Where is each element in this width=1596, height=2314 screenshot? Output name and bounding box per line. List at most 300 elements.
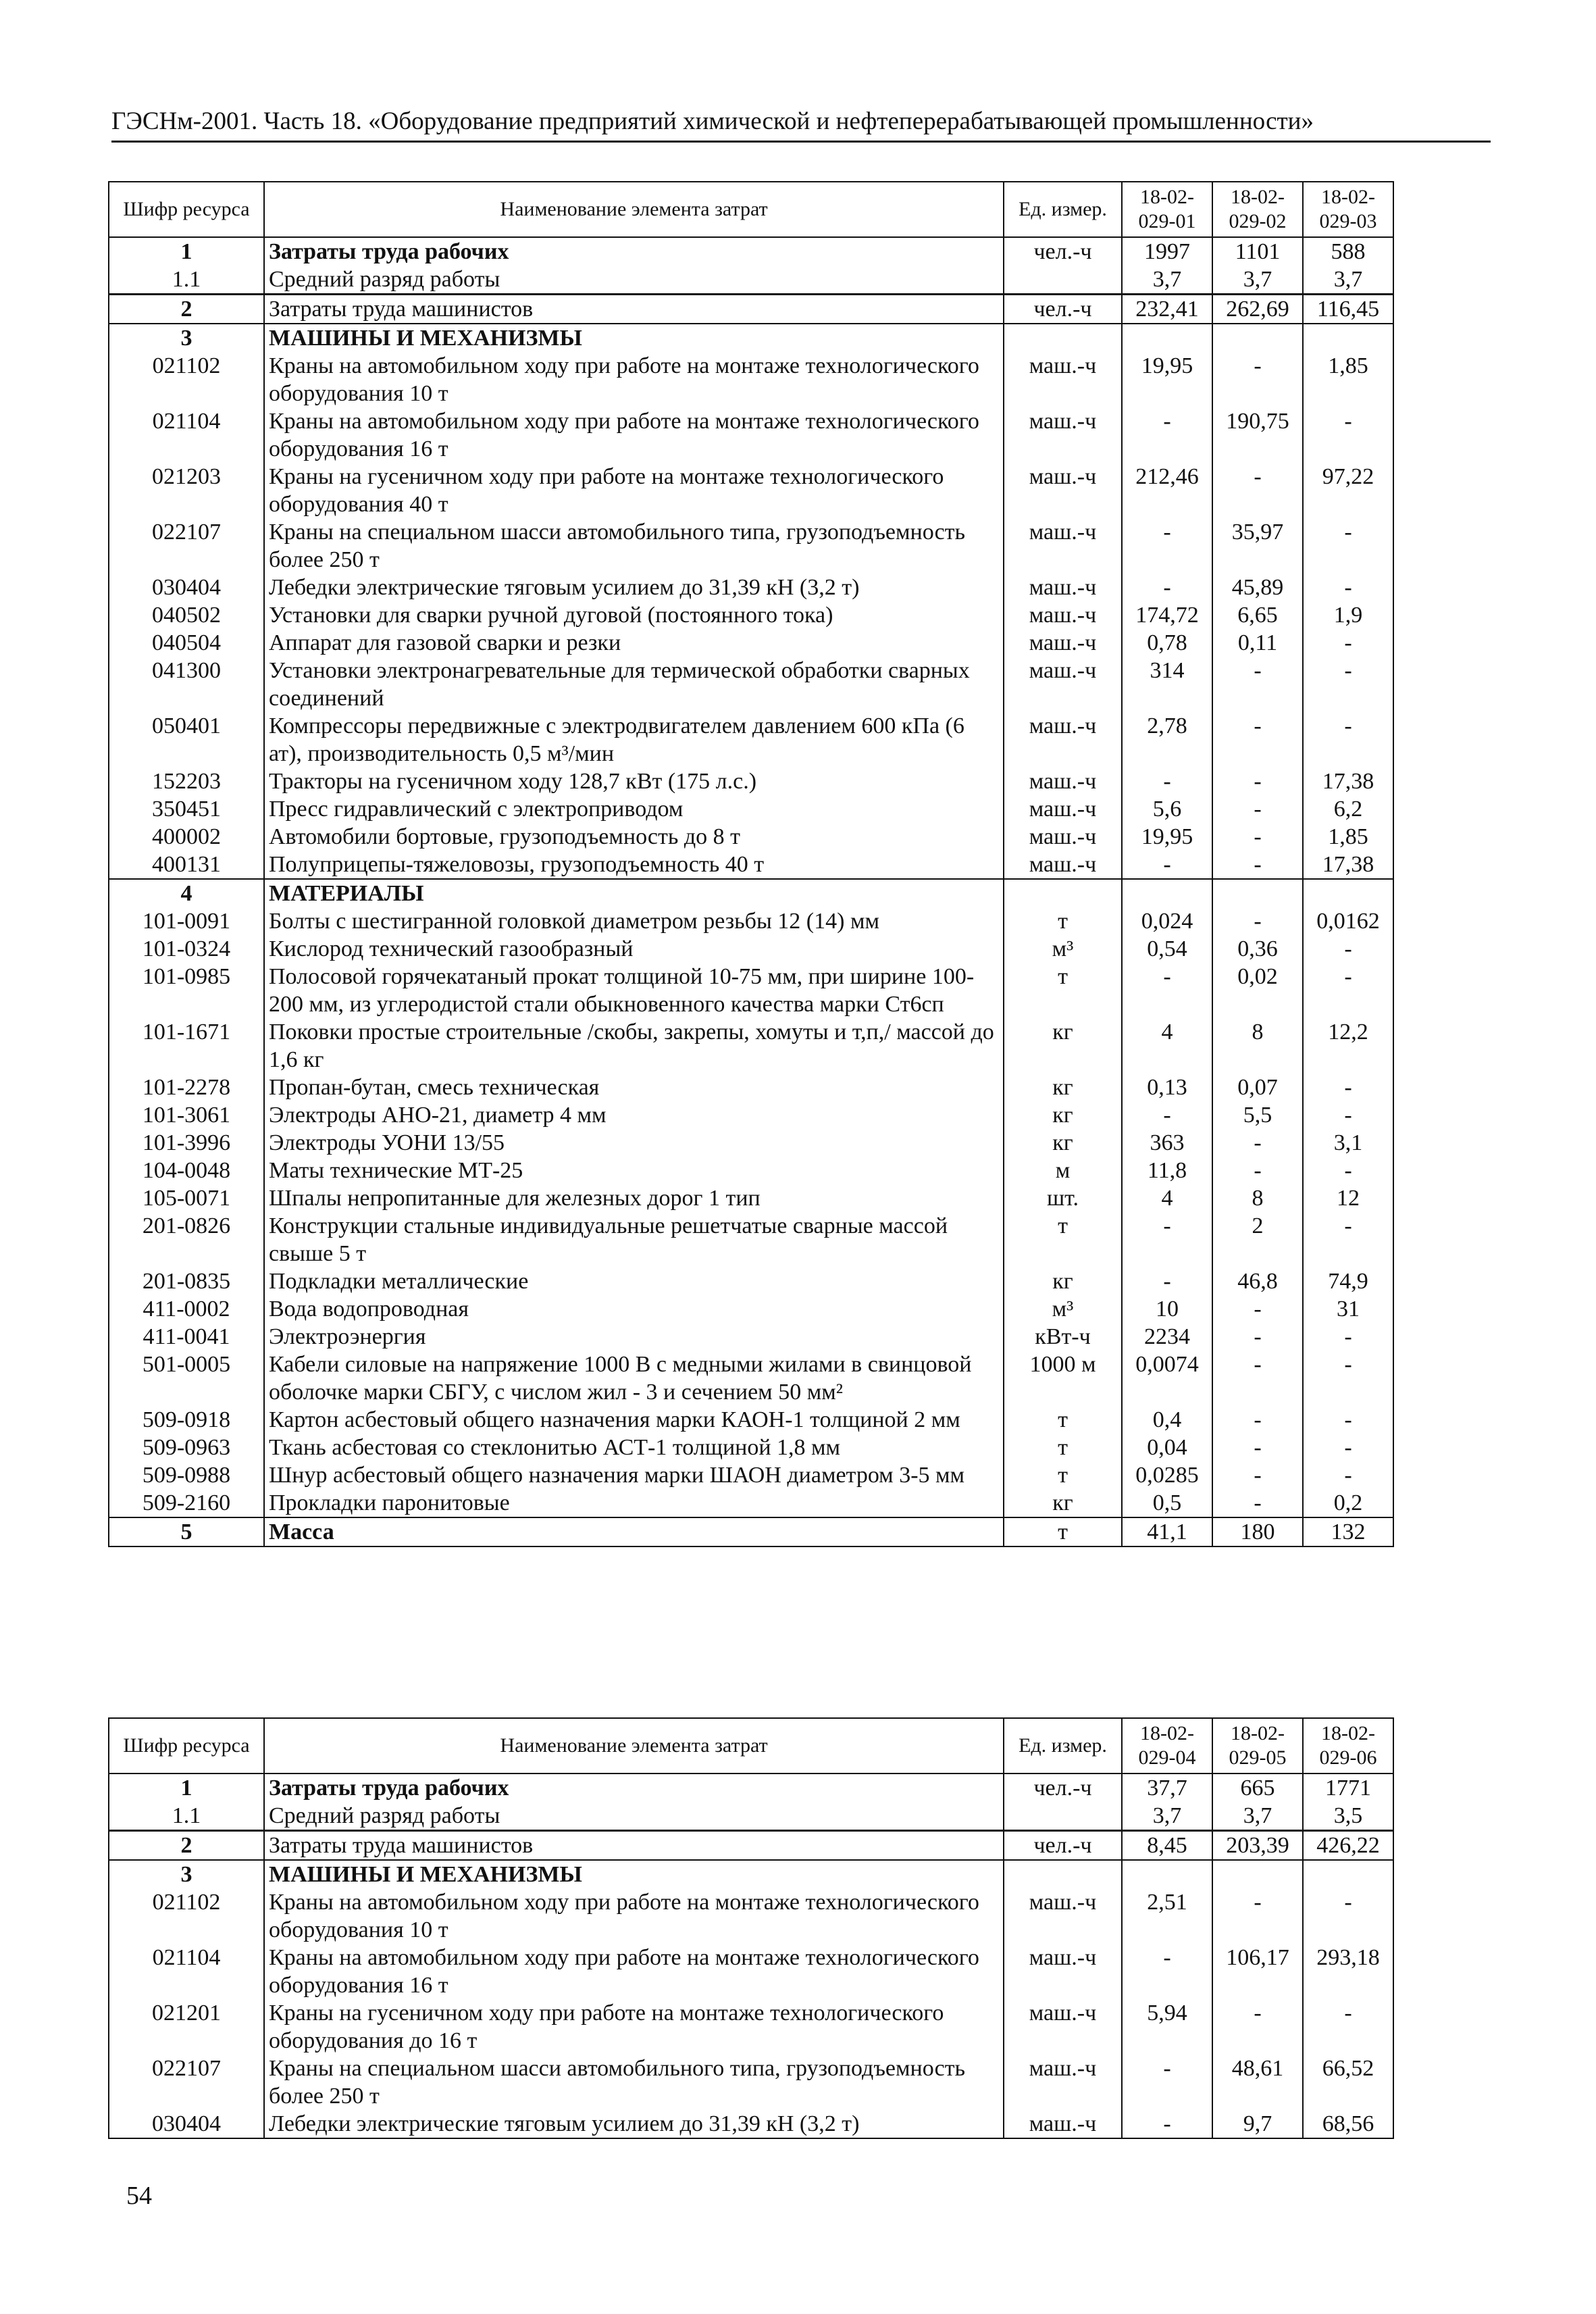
value-cell: [1303, 879, 1393, 907]
unit-cell: т: [1004, 1434, 1122, 1461]
value-cell: 5,94: [1122, 1999, 1212, 2055]
resource-code-cell: 3: [109, 1860, 264, 1888]
table-row: [109, 1888, 1393, 1944]
resource-name-cell: Установки для сварки ручной дуговой (постоянного тока): [264, 601, 1004, 629]
table-row: [109, 295, 1393, 324]
unit-cell: маш.-ч: [1004, 574, 1122, 601]
value-cell: -: [1303, 629, 1393, 657]
unit-cell: маш.-ч: [1004, 1888, 1122, 1944]
resource-name-cell: МАШИНЫ И МЕХАНИЗМЫ: [264, 1860, 1004, 1888]
value-cell: -: [1303, 574, 1393, 601]
resource-name-cell: Вода водопроводная: [264, 1295, 1004, 1323]
table-row: [109, 1101, 1393, 1129]
table-row: [109, 1129, 1393, 1157]
value-cell: 8,45: [1122, 1831, 1212, 1861]
value-cell: 17,38: [1303, 768, 1393, 795]
unit-cell: маш.-ч: [1004, 352, 1122, 407]
resource-name-cell: Электроды АНО-21, диаметр 4 мм: [264, 1101, 1004, 1129]
column-header-norm-3: 18-02-029-03: [1303, 182, 1393, 237]
value-cell: 3,7: [1212, 1802, 1303, 1831]
value-cell: 1,9: [1303, 601, 1393, 629]
resource-name-cell: МАШИНЫ И МЕХАНИЗМЫ: [264, 324, 1004, 352]
resource-name-cell: Установки электронагревательные для термической обработки сварных соединений: [264, 657, 1004, 712]
resource-name-cell: Краны на специальном шасси автомобильного типа, грузоподъемность более 250 т: [264, 518, 1004, 574]
unit-cell: кг: [1004, 1074, 1122, 1101]
value-cell: [1303, 324, 1393, 352]
resource-code-cell: 105-0071: [109, 1184, 264, 1212]
value-cell: -: [1122, 1267, 1212, 1295]
column-header-unit: Ед. измер.: [1004, 182, 1122, 237]
table-row: [109, 1212, 1393, 1267]
resource-code-cell: 509-0963: [109, 1434, 264, 1461]
value-cell: -: [1122, 574, 1212, 601]
table-row: [109, 1267, 1393, 1295]
unit-cell: чел.-ч: [1004, 1774, 1122, 1802]
value-cell: -: [1212, 1888, 1303, 1944]
table-body-1: [109, 237, 1393, 1546]
value-cell: -: [1303, 657, 1393, 712]
resource-name-cell: Болты с шестигранной головкой диаметром резьбы 12 (14) мм: [264, 907, 1004, 935]
resource-code-cell: 101-0091: [109, 907, 264, 935]
resource-code-cell: 030404: [109, 574, 264, 601]
table-row: [109, 601, 1393, 629]
value-cell: -: [1212, 1323, 1303, 1351]
resource-name-cell: Автомобили бортовые, грузоподъемность до 8 т: [264, 823, 1004, 851]
table-row: [109, 1295, 1393, 1323]
resource-table-1: [108, 181, 1394, 1547]
resource-name-cell: Лебедки электрические тяговым усилием до 31,39 кН (3,2 т): [264, 2110, 1004, 2138]
unit-cell: т: [1004, 963, 1122, 1018]
resource-code-cell: 411-0041: [109, 1323, 264, 1351]
resource-code-cell: 411-0002: [109, 1295, 264, 1323]
value-cell: 232,41: [1122, 295, 1212, 324]
value-cell: [1122, 879, 1212, 907]
resource-code-cell: 021104: [109, 1944, 264, 1999]
value-cell: [1212, 324, 1303, 352]
unit-cell: [1004, 1802, 1122, 1831]
value-cell: -: [1212, 1157, 1303, 1184]
value-cell: -: [1303, 1101, 1393, 1129]
value-cell: -: [1122, 851, 1212, 879]
table-row: [109, 1184, 1393, 1212]
value-cell: 1997: [1122, 237, 1212, 266]
resource-code-cell: 030404: [109, 2110, 264, 2138]
value-cell: 97,22: [1303, 463, 1393, 518]
value-cell: 665: [1212, 1774, 1303, 1802]
resource-name-cell: Пресс гидравлический с электроприводом: [264, 795, 1004, 823]
value-cell: 4: [1122, 1018, 1212, 1074]
value-cell: 174,72: [1122, 601, 1212, 629]
value-cell: -: [1303, 1434, 1393, 1461]
value-cell: -: [1303, 1212, 1393, 1267]
value-cell: 17,38: [1303, 851, 1393, 879]
table-row: [109, 574, 1393, 601]
resource-name-cell: Подкладки металлические: [264, 1267, 1004, 1295]
resource-code-cell: 021102: [109, 352, 264, 407]
unit-cell: т: [1004, 1461, 1122, 1489]
resource-code-cell: 5: [109, 1517, 264, 1546]
table-row: [109, 1351, 1393, 1406]
resource-code-cell: 3: [109, 324, 264, 352]
value-cell: 0,36: [1212, 935, 1303, 963]
resource-name-cell: Шнур асбестовый общего назначения марки ШАОН диаметром 3-5 мм: [264, 1461, 1004, 1489]
value-cell: -: [1212, 768, 1303, 795]
unit-cell: 1000 м: [1004, 1351, 1122, 1406]
resource-code-cell: 1.1: [109, 1802, 264, 1831]
value-cell: -: [1212, 795, 1303, 823]
resource-code-cell: 022107: [109, 2055, 264, 2110]
value-cell: 3,7: [1122, 266, 1212, 295]
resource-code-cell: 101-3996: [109, 1129, 264, 1157]
unit-cell: маш.-ч: [1004, 629, 1122, 657]
column-header-norm-4: 18-02-029-04: [1122, 1718, 1212, 1774]
unit-cell: кг: [1004, 1489, 1122, 1517]
resource-code-cell: 509-0988: [109, 1461, 264, 1489]
unit-cell: [1004, 266, 1122, 295]
value-cell: 6,2: [1303, 795, 1393, 823]
unit-cell: чел.-ч: [1004, 295, 1122, 324]
value-cell: -: [1212, 1295, 1303, 1323]
resource-name-cell: Масса: [264, 1517, 1004, 1546]
unit-cell: чел.-ч: [1004, 237, 1122, 266]
resource-name-cell: Пропан-бутан, смесь техническая: [264, 1074, 1004, 1101]
value-cell: -: [1303, 935, 1393, 963]
resource-code-cell: 152203: [109, 768, 264, 795]
resource-name-cell: Средний разряд работы: [264, 266, 1004, 295]
table-row: [109, 879, 1393, 907]
value-cell: 0,4: [1122, 1406, 1212, 1434]
value-cell: 0,024: [1122, 907, 1212, 935]
resource-code-cell: 400131: [109, 851, 264, 879]
value-cell: 46,8: [1212, 1267, 1303, 1295]
resource-name-cell: Затраты труда машинистов: [264, 1831, 1004, 1861]
resource-code-cell: 2: [109, 295, 264, 324]
unit-cell: чел.-ч: [1004, 1831, 1122, 1861]
unit-cell: маш.-ч: [1004, 795, 1122, 823]
resource-name-cell: Картон асбестовый общего назначения марки КАОН-1 толщиной 2 мм: [264, 1406, 1004, 1434]
resource-name-cell: Полуприцепы-тяжеловозы, грузоподъемность 40 т: [264, 851, 1004, 879]
table-row: [109, 2055, 1393, 2110]
unit-cell: т: [1004, 1406, 1122, 1434]
value-cell: 0,0074: [1122, 1351, 1212, 1406]
value-cell: -: [1212, 1461, 1303, 1489]
resource-name-cell: Затраты труда машинистов: [264, 295, 1004, 324]
resource-name-cell: Тракторы на гусеничном ходу 128,7 кВт (175 л.с.): [264, 768, 1004, 795]
value-cell: 37,7: [1122, 1774, 1212, 1802]
value-cell: 74,9: [1303, 1267, 1393, 1295]
column-header-code: Шифр ресурса: [109, 1718, 264, 1774]
unit-cell: м³: [1004, 935, 1122, 963]
value-cell: 5,5: [1212, 1101, 1303, 1129]
value-cell: -: [1303, 1351, 1393, 1406]
column-header-norm-6: 18-02-029-06: [1303, 1718, 1393, 1774]
value-cell: 19,95: [1122, 352, 1212, 407]
unit-cell: маш.-ч: [1004, 1999, 1122, 2055]
value-cell: [1212, 1860, 1303, 1888]
resource-name-cell: Поковки простые строительные /скобы, закрепы, хомуты и т,п,/ массой до 1,6 кг: [264, 1018, 1004, 1074]
value-cell: 0,11: [1212, 629, 1303, 657]
table-row: [109, 795, 1393, 823]
unit-cell: маш.-ч: [1004, 823, 1122, 851]
value-cell: 314: [1122, 657, 1212, 712]
value-cell: 1101: [1212, 237, 1303, 266]
value-cell: 11,8: [1122, 1157, 1212, 1184]
value-cell: 19,95: [1122, 823, 1212, 851]
value-cell: 12,2: [1303, 1018, 1393, 1074]
value-cell: -: [1212, 1999, 1303, 2055]
table-row: [109, 352, 1393, 407]
value-cell: 363: [1122, 1129, 1212, 1157]
value-cell: 0,04: [1122, 1434, 1212, 1461]
table-row: [109, 1860, 1393, 1888]
value-cell: -: [1303, 1074, 1393, 1101]
value-cell: -: [1212, 1434, 1303, 1461]
value-cell: 8: [1212, 1184, 1303, 1212]
unit-cell: кВт-ч: [1004, 1323, 1122, 1351]
column-header-norm-5: 18-02-029-05: [1212, 1718, 1303, 1774]
value-cell: 3,1: [1303, 1129, 1393, 1157]
value-cell: -: [1303, 1323, 1393, 1351]
resource-name-cell: Электроды УОНИ 13/55: [264, 1129, 1004, 1157]
unit-cell: т: [1004, 907, 1122, 935]
resource-name-cell: Конструкции стальные индивидуальные решетчатые сварные массой свыше 5 т: [264, 1212, 1004, 1267]
resource-name-cell: Краны на гусеничном ходу при работе на монтаже технологического оборудования до 16 т: [264, 1999, 1004, 2055]
value-cell: -: [1122, 1101, 1212, 1129]
resource-code-cell: 509-2160: [109, 1489, 264, 1517]
column-header-name: Наименование элемента затрат: [264, 182, 1004, 237]
resource-name-cell: Краны на специальном шасси автомобильного типа, грузоподъемность более 250 т: [264, 2055, 1004, 2110]
table-row: [109, 1323, 1393, 1351]
header-rule: [111, 141, 1491, 143]
table-row: [109, 1489, 1393, 1517]
resource-name-cell: Краны на автомобильном ходу при работе на монтаже технологического оборудования 16 т: [264, 407, 1004, 463]
unit-cell: маш.-ч: [1004, 768, 1122, 795]
table-row: [109, 2110, 1393, 2138]
value-cell: -: [1303, 1461, 1393, 1489]
column-header-norm-2: 18-02-029-02: [1212, 182, 1303, 237]
table-row: [109, 935, 1393, 963]
table-row: [109, 324, 1393, 352]
value-cell: 0,5: [1122, 1489, 1212, 1517]
value-cell: -: [1122, 407, 1212, 463]
value-cell: 0,02: [1212, 963, 1303, 1018]
resource-code-cell: 201-0826: [109, 1212, 264, 1267]
unit-cell: [1004, 1860, 1122, 1888]
value-cell: -: [1303, 407, 1393, 463]
table-row: [109, 657, 1393, 712]
value-cell: -: [1122, 2110, 1212, 2138]
unit-cell: кг: [1004, 1129, 1122, 1157]
value-cell: [1122, 1860, 1212, 1888]
value-cell: -: [1122, 1944, 1212, 1999]
page-header-title: ГЭСНм-2001. Часть 18. «Оборудование предприятий химической и нефтеперерабатывающей промышленности»: [111, 107, 1314, 135]
unit-cell: [1004, 879, 1122, 907]
table-row: [109, 463, 1393, 518]
resource-name-cell: Средний разряд работы: [264, 1802, 1004, 1831]
value-cell: 132: [1303, 1517, 1393, 1546]
resource-name-cell: Кабели силовые на напряжение 1000 В с медными жилами в свинцовой оболочке марки СБГУ, с числом жил - 3 и сечением 50 мм²: [264, 1351, 1004, 1406]
unit-cell: кг: [1004, 1018, 1122, 1074]
unit-cell: маш.-ч: [1004, 657, 1122, 712]
value-cell: 31: [1303, 1295, 1393, 1323]
value-cell: 0,0285: [1122, 1461, 1212, 1489]
unit-cell: шт.: [1004, 1184, 1122, 1212]
resource-code-cell: 501-0005: [109, 1351, 264, 1406]
resource-table-2: [108, 1717, 1394, 2139]
resource-code-cell: 022107: [109, 518, 264, 574]
resource-name-cell: Кислород технический газообразный: [264, 935, 1004, 963]
value-cell: 48,61: [1212, 2055, 1303, 2110]
value-cell: -: [1122, 1212, 1212, 1267]
value-cell: -: [1212, 1406, 1303, 1434]
table-row: [109, 1461, 1393, 1489]
value-cell: 0,2: [1303, 1489, 1393, 1517]
table-row: [109, 1944, 1393, 1999]
value-cell: -: [1212, 907, 1303, 935]
table-row: [109, 1831, 1393, 1861]
table-row: [109, 1157, 1393, 1184]
value-cell: -: [1303, 1157, 1393, 1184]
table-row: [109, 907, 1393, 935]
resource-code-cell: 1.1: [109, 266, 264, 295]
value-cell: 0,0162: [1303, 907, 1393, 935]
value-cell: 2,78: [1122, 712, 1212, 768]
value-cell: 212,46: [1122, 463, 1212, 518]
value-cell: 190,75: [1212, 407, 1303, 463]
value-cell: 2234: [1122, 1323, 1212, 1351]
value-cell: 3,5: [1303, 1802, 1393, 1831]
value-cell: 262,69: [1212, 295, 1303, 324]
unit-cell: маш.-ч: [1004, 2055, 1122, 2110]
column-header-unit: Ед. измер.: [1004, 1718, 1122, 1774]
table-row: [109, 407, 1393, 463]
resource-code-cell: 101-0324: [109, 935, 264, 963]
unit-cell: маш.-ч: [1004, 1944, 1122, 1999]
value-cell: 0,07: [1212, 1074, 1303, 1101]
value-cell: 5,6: [1122, 795, 1212, 823]
table-row: [109, 1018, 1393, 1074]
value-cell: 106,17: [1212, 1944, 1303, 1999]
table-header-row: [109, 1718, 1393, 1774]
value-cell: -: [1122, 518, 1212, 574]
value-cell: 3,7: [1212, 266, 1303, 295]
value-cell: -: [1303, 518, 1393, 574]
value-cell: -: [1122, 2055, 1212, 2110]
table-row: [109, 1802, 1393, 1831]
resource-name-cell: МАТЕРИАЛЫ: [264, 879, 1004, 907]
value-cell: -: [1303, 712, 1393, 768]
value-cell: -: [1212, 1351, 1303, 1406]
value-cell: 0,13: [1122, 1074, 1212, 1101]
unit-cell: т: [1004, 1212, 1122, 1267]
value-cell: 10: [1122, 1295, 1212, 1323]
table-row: [109, 823, 1393, 851]
table-row: [109, 237, 1393, 266]
value-cell: 12: [1303, 1184, 1393, 1212]
resource-name-cell: Компрессоры передвижные с электродвигателем давлением 600 кПа (6 ат), производительность 0,5 м³/мин: [264, 712, 1004, 768]
table-row: [109, 851, 1393, 879]
resource-code-cell: 1: [109, 1774, 264, 1802]
resource-name-cell: Полосовой горячекатаный прокат толщиной 10-75 мм, при ширине 100-200 мм, из углеродистой стали обыкновенного качества марки Ст6сп: [264, 963, 1004, 1018]
table-row: [109, 712, 1393, 768]
resource-name-cell: Затраты труда рабочих: [264, 1774, 1004, 1802]
value-cell: 426,22: [1303, 1831, 1393, 1861]
value-cell: 2,51: [1122, 1888, 1212, 1944]
resource-code-cell: 104-0048: [109, 1157, 264, 1184]
table-row: [109, 1517, 1393, 1546]
table-row: [109, 518, 1393, 574]
resource-name-cell: Аппарат для газовой сварки и резки: [264, 629, 1004, 657]
resource-name-cell: Затраты труда рабочих: [264, 237, 1004, 266]
value-cell: -: [1212, 657, 1303, 712]
unit-cell: маш.-ч: [1004, 518, 1122, 574]
table-row: [109, 1774, 1393, 1802]
resource-code-cell: 040504: [109, 629, 264, 657]
value-cell: 180: [1212, 1517, 1303, 1546]
resource-code-cell: 021203: [109, 463, 264, 518]
resource-code-cell: 101-0985: [109, 963, 264, 1018]
column-header-name: Наименование элемента затрат: [264, 1718, 1004, 1774]
value-cell: 588: [1303, 237, 1393, 266]
table-row: [109, 266, 1393, 295]
table-row: [109, 768, 1393, 795]
resource-name-cell: Краны на автомобильном ходу при работе на монтаже технологического оборудования 10 т: [264, 1888, 1004, 1944]
unit-cell: [1004, 324, 1122, 352]
resource-code-cell: 101-2278: [109, 1074, 264, 1101]
value-cell: -: [1303, 1888, 1393, 1944]
table-body-2: [109, 1774, 1393, 2138]
value-cell: 1,85: [1303, 352, 1393, 407]
resource-name-cell: Шпалы непропитанные для железных дорог 1 тип: [264, 1184, 1004, 1212]
resource-name-cell: Прокладки паронитовые: [264, 1489, 1004, 1517]
resource-code-cell: 201-0835: [109, 1267, 264, 1295]
resource-code-cell: 041300: [109, 657, 264, 712]
unit-cell: кг: [1004, 1267, 1122, 1295]
resource-name-cell: Лебедки электрические тяговым усилием до 31,39 кН (3,2 т): [264, 574, 1004, 601]
value-cell: [1122, 324, 1212, 352]
unit-cell: маш.-ч: [1004, 851, 1122, 879]
unit-cell: маш.-ч: [1004, 463, 1122, 518]
value-cell: 2: [1212, 1212, 1303, 1267]
value-cell: -: [1122, 963, 1212, 1018]
table-row: [109, 629, 1393, 657]
resource-code-cell: 4: [109, 879, 264, 907]
value-cell: [1303, 1860, 1393, 1888]
table-header-row: [109, 182, 1393, 237]
resource-code-cell: 350451: [109, 795, 264, 823]
value-cell: 3,7: [1303, 266, 1393, 295]
table-row: [109, 1999, 1393, 2055]
value-cell: -: [1212, 352, 1303, 407]
resource-name-cell: Краны на гусеничном ходу при работе на монтаже технологического оборудования 40 т: [264, 463, 1004, 518]
unit-cell: т: [1004, 1517, 1122, 1546]
resource-name-cell: Электроэнергия: [264, 1323, 1004, 1351]
value-cell: 68,56: [1303, 2110, 1393, 2138]
value-cell: 35,97: [1212, 518, 1303, 574]
value-cell: 4: [1122, 1184, 1212, 1212]
value-cell: -: [1303, 1999, 1393, 2055]
resource-code-cell: 101-1671: [109, 1018, 264, 1074]
resource-name-cell: Маты технические МТ-25: [264, 1157, 1004, 1184]
page-number: 54: [126, 2182, 152, 2210]
value-cell: [1212, 879, 1303, 907]
value-cell: 45,89: [1212, 574, 1303, 601]
resource-code-cell: 509-0918: [109, 1406, 264, 1434]
value-cell: 8: [1212, 1018, 1303, 1074]
unit-cell: м: [1004, 1157, 1122, 1184]
value-cell: -: [1303, 1406, 1393, 1434]
resource-code-cell: 1: [109, 237, 264, 266]
